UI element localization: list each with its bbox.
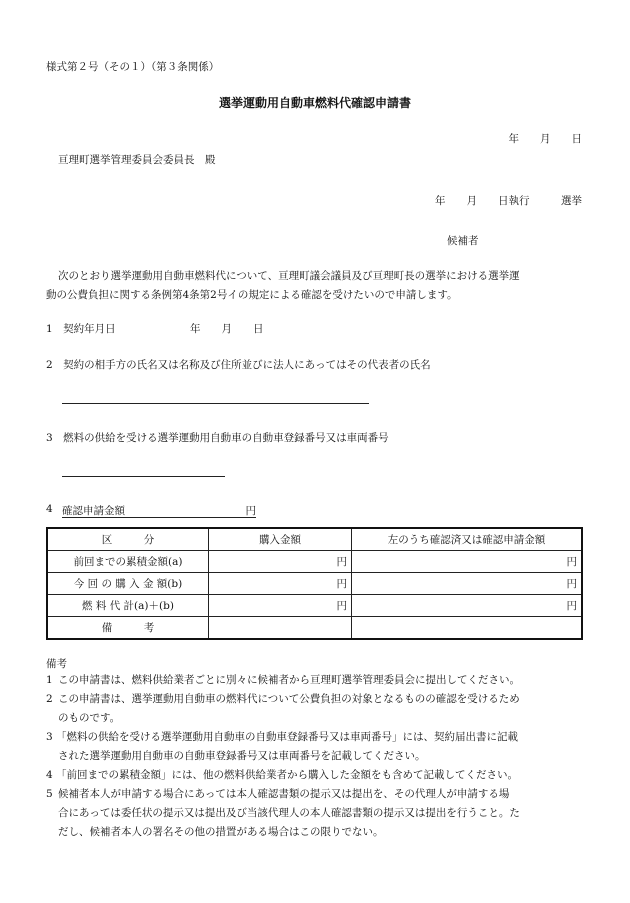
item-4-unit: 円	[245, 505, 256, 517]
header-category: 区 分	[47, 528, 209, 551]
remark-5	[46, 785, 586, 842]
table-row	[47, 573, 582, 595]
addressee: 亘理町選挙管理委員会委員長 殿	[58, 154, 216, 166]
row-label: 今 回 の 購 入 金 額(b)	[47, 573, 209, 595]
row-confirmed-cell: 円	[352, 573, 583, 595]
election-line: 年 月 日執行 選挙	[435, 195, 582, 207]
remark-line: 候補者本人が申請する場合にあっては本人確認書類の提示又は提出を、その代理人が申請する場	[58, 788, 510, 800]
row-purchase-cell: 円	[209, 551, 352, 573]
row-label: 燃 料 代 計(a)＋(b)	[47, 595, 209, 617]
date-line: 年 月 日	[508, 133, 582, 145]
remark-number: 2	[46, 693, 53, 705]
remark-number: 4	[46, 769, 53, 781]
intro-line-1: 次のとおり選挙運動用自動車燃料代について、亘理町議会議員及び亘理町長の選挙における選挙運	[58, 270, 520, 282]
remark-line: 合にあっては委任状の提示又は提出及び当該代理人の本人確認書類の提示又は提出を行うこと。た	[58, 807, 520, 819]
form-number: 様式第２号（その１）（第３条関係）	[46, 61, 220, 73]
intro-paragraph	[46, 267, 520, 305]
row-label: 備 考	[47, 617, 209, 640]
remark-line: この申請書は、燃料供給業者ごとに別々に候補者から亘理町選挙管理委員会に提出してください。	[58, 674, 520, 686]
candidate-label: 候補者	[447, 235, 479, 247]
remark-4	[46, 766, 586, 785]
remark-number: 5	[46, 788, 53, 800]
row-label: 前回までの累積金額(a)	[47, 551, 209, 573]
remark-number: 3	[46, 731, 53, 743]
row-purchase-cell	[209, 617, 352, 640]
row-purchase-cell: 円	[209, 595, 352, 617]
item-4-number: 4	[46, 503, 53, 515]
remark-line: だし、候補者本人の署名その他の措置がある場合はこの限りでない。	[58, 826, 384, 838]
remark-1	[46, 671, 586, 690]
remark-2	[46, 690, 586, 728]
remark-line: された選挙運動用自動車の自動車登録番号又は車両番号を記載してください。	[58, 750, 426, 762]
remarks-title: 備考	[46, 658, 67, 670]
table-row	[47, 617, 582, 640]
table-row	[47, 595, 582, 617]
header-confirmed-amount: 左のうち確認済又は確認申請金額	[352, 528, 583, 551]
remark-line: 「前回までの累積金額」には、他の燃料供給業者から購入した金額をも含めて記載してください。	[56, 769, 518, 781]
table-header-row	[47, 528, 582, 551]
remark-line: のものです。	[58, 712, 121, 724]
item-2-entry-line	[62, 403, 369, 404]
table-row	[47, 551, 582, 573]
remark-line: 「燃料の供給を受ける選挙運動用自動車の自動車登録番号又は車両番号」には、契約届出書に記載	[56, 731, 518, 743]
item-3-entry-line	[62, 476, 225, 477]
remark-line: この申請書は、選挙運動用自動車の燃料代について公費負担の対象となるものの確認を受けるため	[58, 693, 520, 705]
item-1-label: 1 契約年月日	[46, 323, 116, 335]
item-1-date: 年 月 日	[190, 323, 264, 335]
item-4-amount-field	[62, 503, 256, 518]
remark-number: 1	[46, 674, 53, 686]
row-confirmed-cell	[352, 617, 583, 640]
document-title: 選挙運動用自動車燃料代確認申請書	[218, 96, 411, 110]
header-purchase-amount: 購入金額	[209, 528, 352, 551]
amount-table	[46, 527, 583, 640]
item-3-label: 3 燃料の供給を受ける選挙運動用自動車の自動車登録番号又は車両番号	[46, 432, 389, 444]
intro-line-2: 動の公費負担に関する条例第4条第2号イの規定による確認を受けたいので申請します。	[46, 289, 458, 301]
row-confirmed-cell: 円	[352, 551, 583, 573]
row-purchase-cell: 円	[209, 573, 352, 595]
row-confirmed-cell: 円	[352, 595, 583, 617]
remark-3	[46, 728, 586, 766]
item-4-label: 確認申請金額	[62, 505, 125, 517]
item-2-label: 2 契約の相手方の氏名又は名称及び住所並びに法人にあってはその代表者の氏名	[46, 359, 431, 371]
